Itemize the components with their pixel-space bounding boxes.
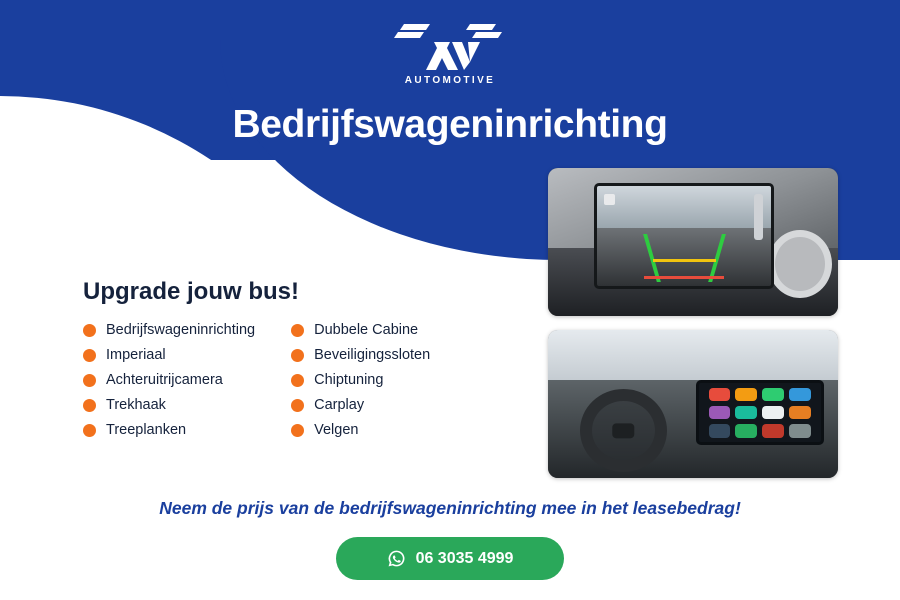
- list-item-label: Chiptuning: [314, 372, 384, 388]
- app-icon: [709, 406, 731, 419]
- list-item: [83, 372, 255, 388]
- whatsapp-icon: [387, 549, 406, 568]
- guideline-yellow: [653, 259, 716, 262]
- app-icon: [762, 406, 784, 419]
- app-icon: [709, 388, 731, 401]
- list-item-label: Achteruitrijcamera: [106, 372, 223, 388]
- camera-screen: [594, 183, 774, 290]
- list-item-label: Trekhaak: [106, 397, 166, 413]
- app-icon: [735, 424, 757, 437]
- features-column-2: [291, 322, 430, 438]
- list-item: [291, 372, 430, 388]
- app-icon: [735, 406, 757, 419]
- reverse-camera-photo: [548, 168, 838, 316]
- list-item-label: Bedrijfswageninrichting: [106, 322, 256, 338]
- infotainment-screen: [696, 380, 824, 445]
- app-icon: [762, 424, 784, 437]
- bullet-icon: [291, 324, 304, 337]
- brand-logo: [390, 22, 510, 86]
- list-item: [83, 397, 255, 413]
- list-item-label: Dubbele Cabine: [314, 322, 419, 338]
- list-item: [291, 322, 430, 338]
- footer-tagline: Neem de prijs van de bedrijfswageninrichting mee in het leasebedrag!: [159, 498, 741, 518]
- interior-carplay-photo: [548, 330, 838, 478]
- features-section: [83, 278, 553, 438]
- bullet-icon: [83, 399, 96, 412]
- av-monogram-icon: [390, 22, 510, 74]
- bullet-icon: [291, 374, 304, 387]
- bullet-icon: [291, 399, 304, 412]
- bullet-icon: [83, 324, 96, 337]
- app-grid: [709, 388, 811, 438]
- list-item-label: Beveiligingssloten: [314, 347, 431, 363]
- features-lists: [83, 322, 553, 438]
- list-item: [291, 397, 430, 413]
- page-title: Bedrijfswageninrichting: [232, 103, 668, 146]
- steering-wheel-shape: [768, 230, 832, 298]
- list-item: [83, 322, 255, 338]
- list-item: [291, 347, 430, 363]
- list-item: [291, 422, 430, 438]
- whatsapp-cta-button[interactable]: [336, 537, 564, 580]
- app-icon: [762, 388, 784, 401]
- app-icon: [709, 424, 731, 437]
- list-item: [83, 422, 255, 438]
- bullet-icon: [83, 349, 96, 362]
- list-item-label: Treeplanken: [106, 422, 187, 438]
- screen-sky: [597, 186, 771, 228]
- whatsapp-cta-label: 06 3035 4999: [415, 549, 514, 567]
- bullet-icon: [291, 424, 304, 437]
- screen-button-icon: [604, 194, 615, 205]
- list-item: [83, 347, 255, 363]
- bullet-icon: [83, 374, 96, 387]
- app-icon: [735, 388, 757, 401]
- steering-wheel-shape: [580, 389, 667, 472]
- app-icon: [789, 424, 811, 437]
- steering-wheel-hub: [613, 423, 634, 438]
- guideline-red: [644, 276, 724, 279]
- app-icon: [789, 406, 811, 419]
- windshield-shape: [548, 330, 838, 383]
- bullet-icon: [291, 349, 304, 362]
- features-column-1: [83, 322, 255, 438]
- app-icon: [789, 388, 811, 401]
- screen-slider: [754, 194, 763, 240]
- list-item-label: Velgen: [314, 422, 359, 438]
- bullet-icon: [83, 424, 96, 437]
- features-heading: Upgrade jouw bus!: [83, 278, 299, 305]
- brand-wordmark: AUTOMOTIVE: [404, 75, 496, 86]
- list-item-label: Imperiaal: [106, 347, 166, 363]
- list-item-label: Carplay: [314, 397, 365, 413]
